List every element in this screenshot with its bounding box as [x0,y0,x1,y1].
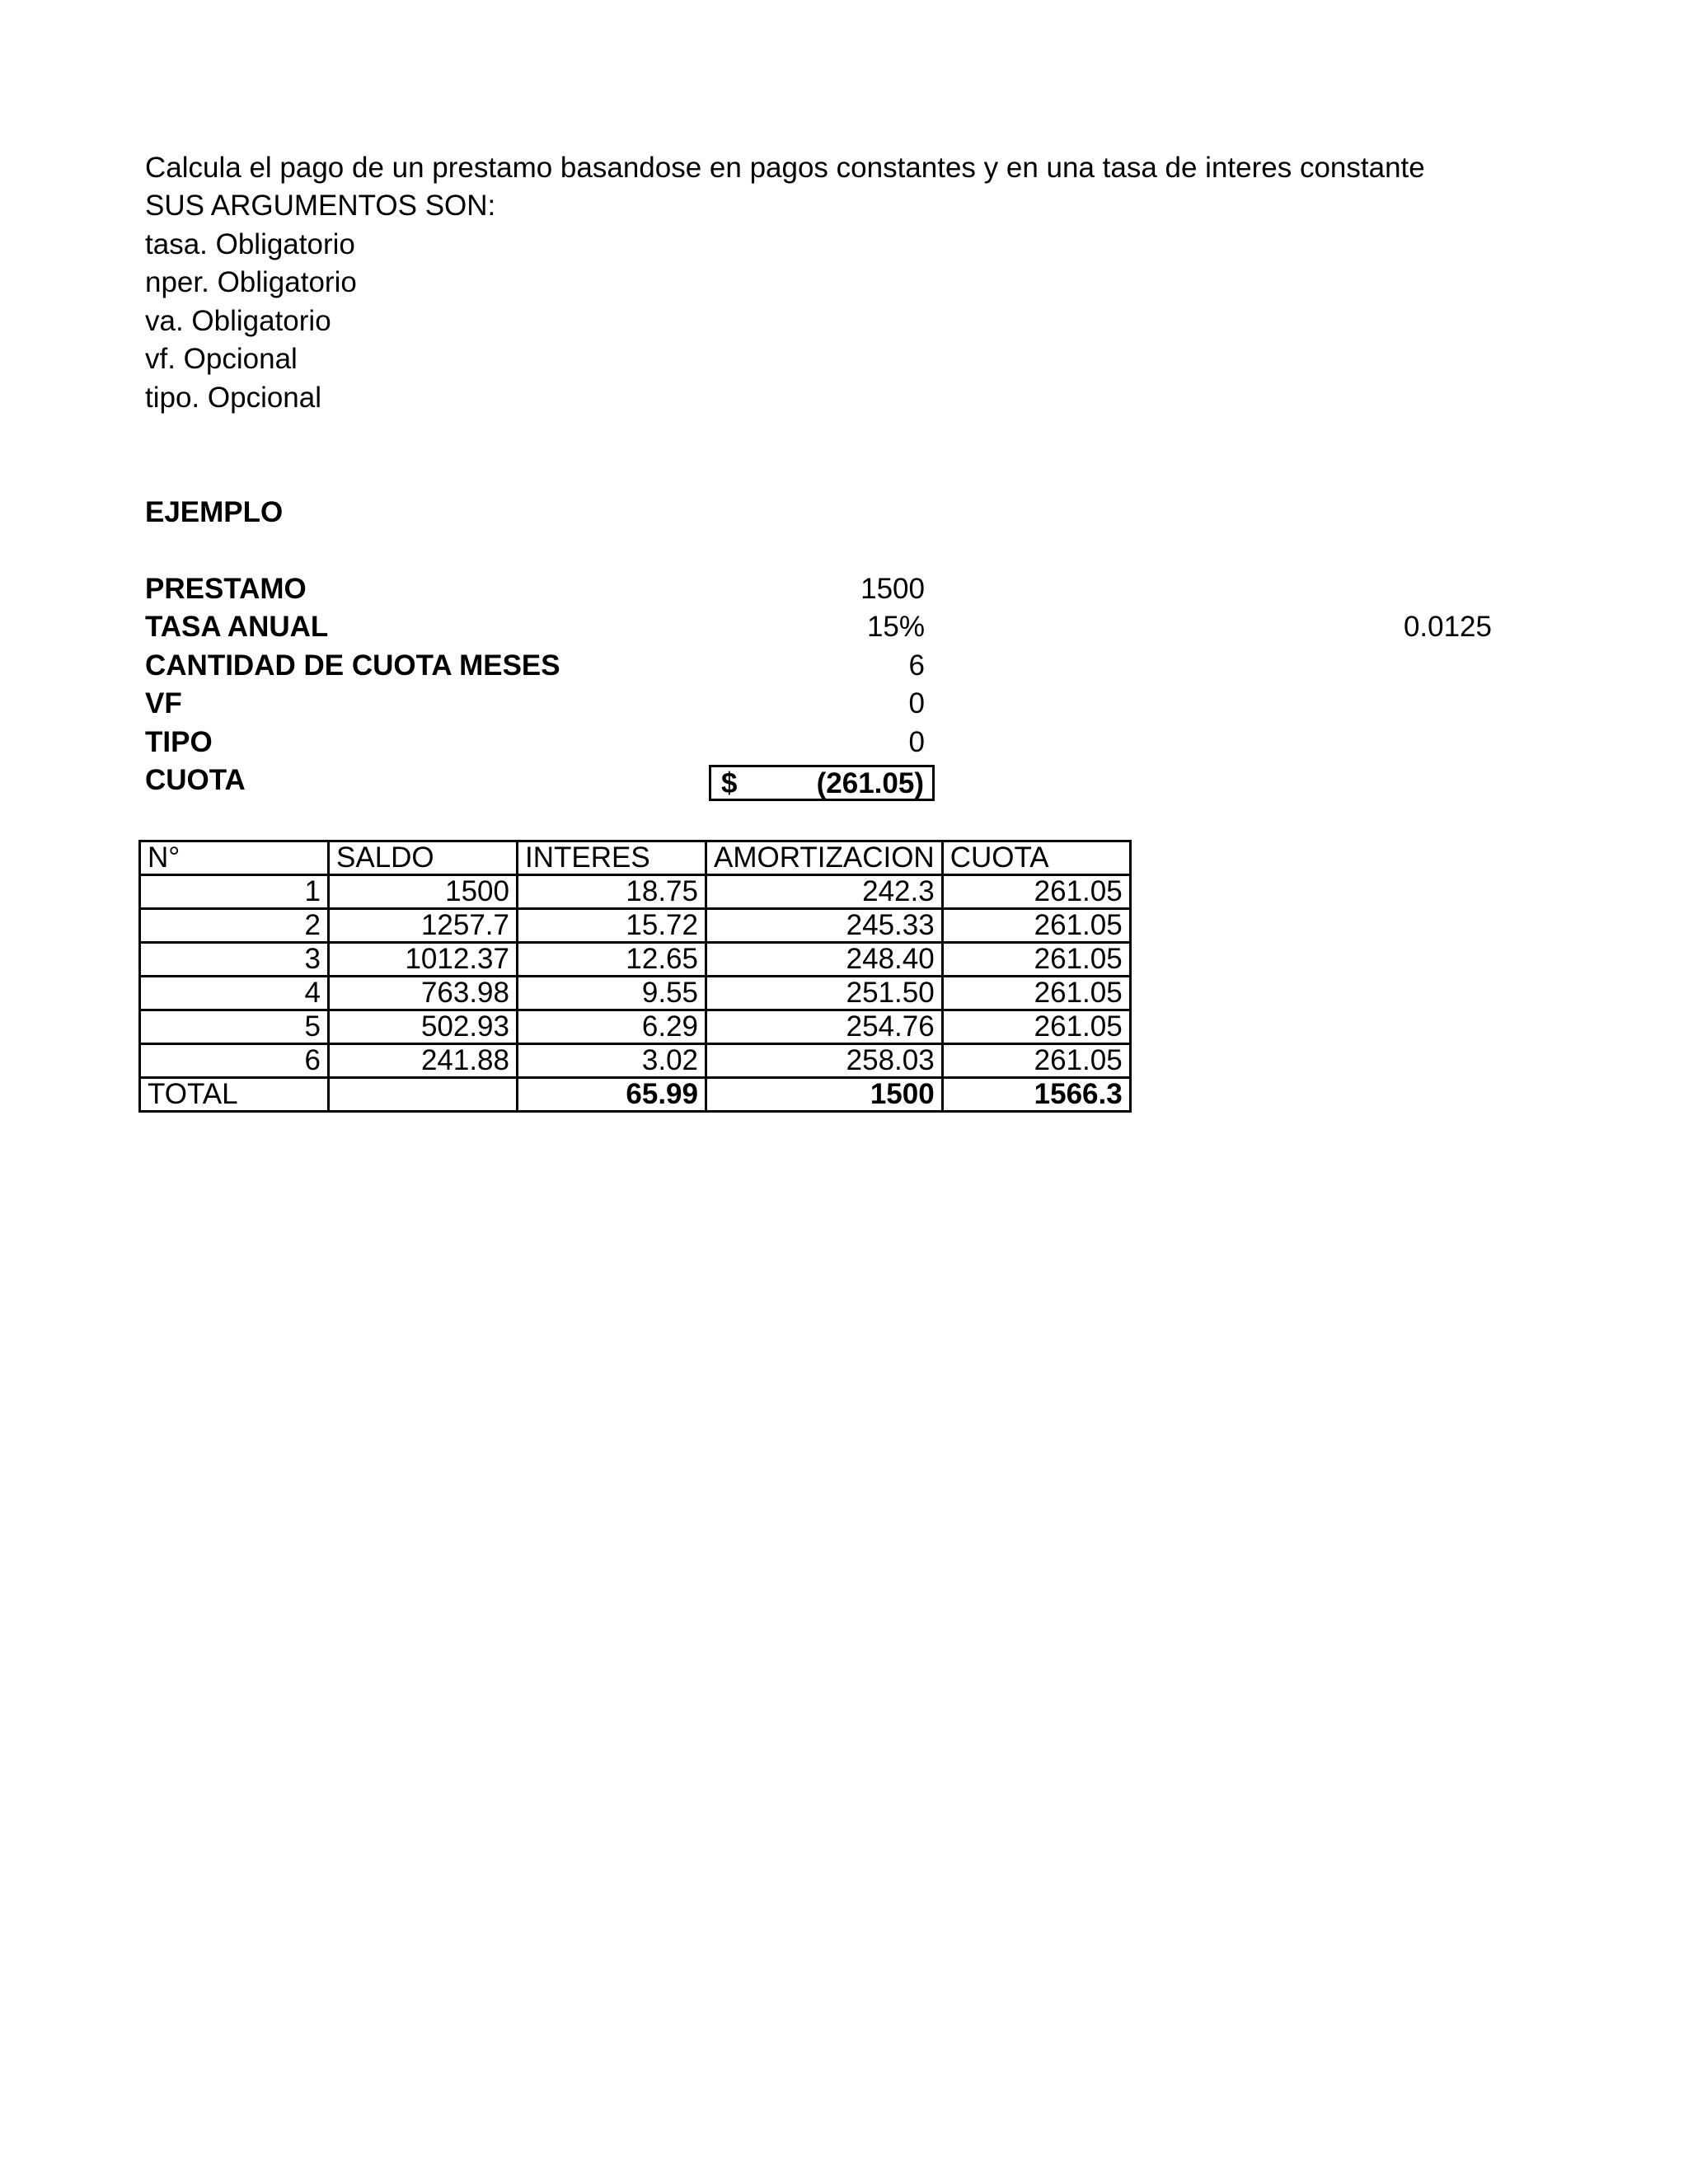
table-row [140,943,1131,977]
cell-interes: 6.29 [518,1010,706,1044]
cell-n: 6 [140,1044,329,1078]
cell-cuota: 261.05 [942,1010,1130,1044]
table-header-row [140,841,1131,875]
param-label-vf: VF [145,687,182,719]
table-row [140,977,1131,1010]
param-value-prestamo: 1500 [860,573,925,605]
cell-n: 4 [140,977,329,1010]
header-amortizacion: AMORTIZACION [706,841,943,875]
header-saldo: SALDO [329,841,518,875]
total-amortizacion: 1500 [706,1078,943,1112]
param-value-tasa-anual: 15% [866,611,925,643]
cell-saldo: 502.93 [329,1010,518,1044]
cell-n: 3 [140,943,329,977]
example-heading: EJEMPLO [145,496,284,528]
param-label-tipo: TIPO [145,726,213,758]
monthly-rate-value: 0.0125 [1403,611,1492,643]
cell-cuota: 261.05 [942,909,1130,943]
cell-interes: 12.65 [518,943,706,977]
cell-interes: 9.55 [518,977,706,1010]
table-row [140,909,1131,943]
cell-interes: 3.02 [518,1044,706,1078]
table-row [140,1010,1131,1044]
param-value-tipo: 0 [908,726,925,758]
intro-line-5: va. Obligatorio [145,305,331,337]
cell-amortizacion: 258.03 [706,1044,943,1078]
cell-amortizacion: 245.33 [706,909,943,943]
cell-amortizacion: 251.50 [706,977,943,1010]
cell-interes: 15.72 [518,909,706,943]
table-row [140,875,1131,909]
intro-line-3: tasa. Obligatorio [145,228,355,260]
cell-saldo: 1012.37 [329,943,518,977]
cell-n: 2 [140,909,329,943]
intro-line-2: SUS ARGUMENTOS SON: [145,190,496,222]
param-value-vf: 0 [908,687,925,719]
cell-n: 5 [140,1010,329,1044]
cuota-label: CUOTA [145,764,246,796]
total-cuota: 1566.3 [942,1078,1130,1112]
total-saldo [329,1078,518,1112]
param-label-tasa-anual: TASA ANUAL [145,611,329,643]
cell-saldo: 763.98 [329,977,518,1010]
intro-line-7: tipo. Opcional [145,382,322,414]
total-interes: 65.99 [518,1078,706,1112]
header-cuota: CUOTA [942,841,1130,875]
param-value-cantidad-cuotas: 6 [908,649,925,682]
param-label-cantidad-cuotas: CANTIDAD DE CUOTA MESES [145,649,560,682]
cuota-result-cell [709,765,935,801]
total-label: TOTAL [140,1078,329,1112]
header-interes: INTERES [518,841,706,875]
cell-saldo: 1257.7 [329,909,518,943]
intro-line-4: nper. Obligatorio [145,266,357,298]
table-row [140,1044,1131,1078]
cell-saldo: 1500 [329,875,518,909]
param-label-prestamo: PRESTAMO [145,573,307,605]
cell-cuota: 261.05 [942,943,1130,977]
cuota-result-value: (261.05) [816,767,924,799]
table-total-row [140,1078,1131,1112]
cell-cuota: 261.05 [942,875,1130,909]
cell-n: 1 [140,875,329,909]
cell-amortizacion: 254.76 [706,1010,943,1044]
cell-amortizacion: 242.3 [706,875,943,909]
cell-cuota: 261.05 [942,977,1130,1010]
intro-line-1: Calcula el pago de un prestamo basandose en pagos constantes y en una tasa de interes constante [145,152,1425,184]
header-n: N° [140,841,329,875]
intro-line-6: vf. Opcional [145,343,298,375]
amortization-table [138,840,1132,1113]
cell-amortizacion: 248.40 [706,943,943,977]
currency-symbol: $ [721,767,738,799]
cell-cuota: 261.05 [942,1044,1130,1078]
cell-interes: 18.75 [518,875,706,909]
cell-saldo: 241.88 [329,1044,518,1078]
